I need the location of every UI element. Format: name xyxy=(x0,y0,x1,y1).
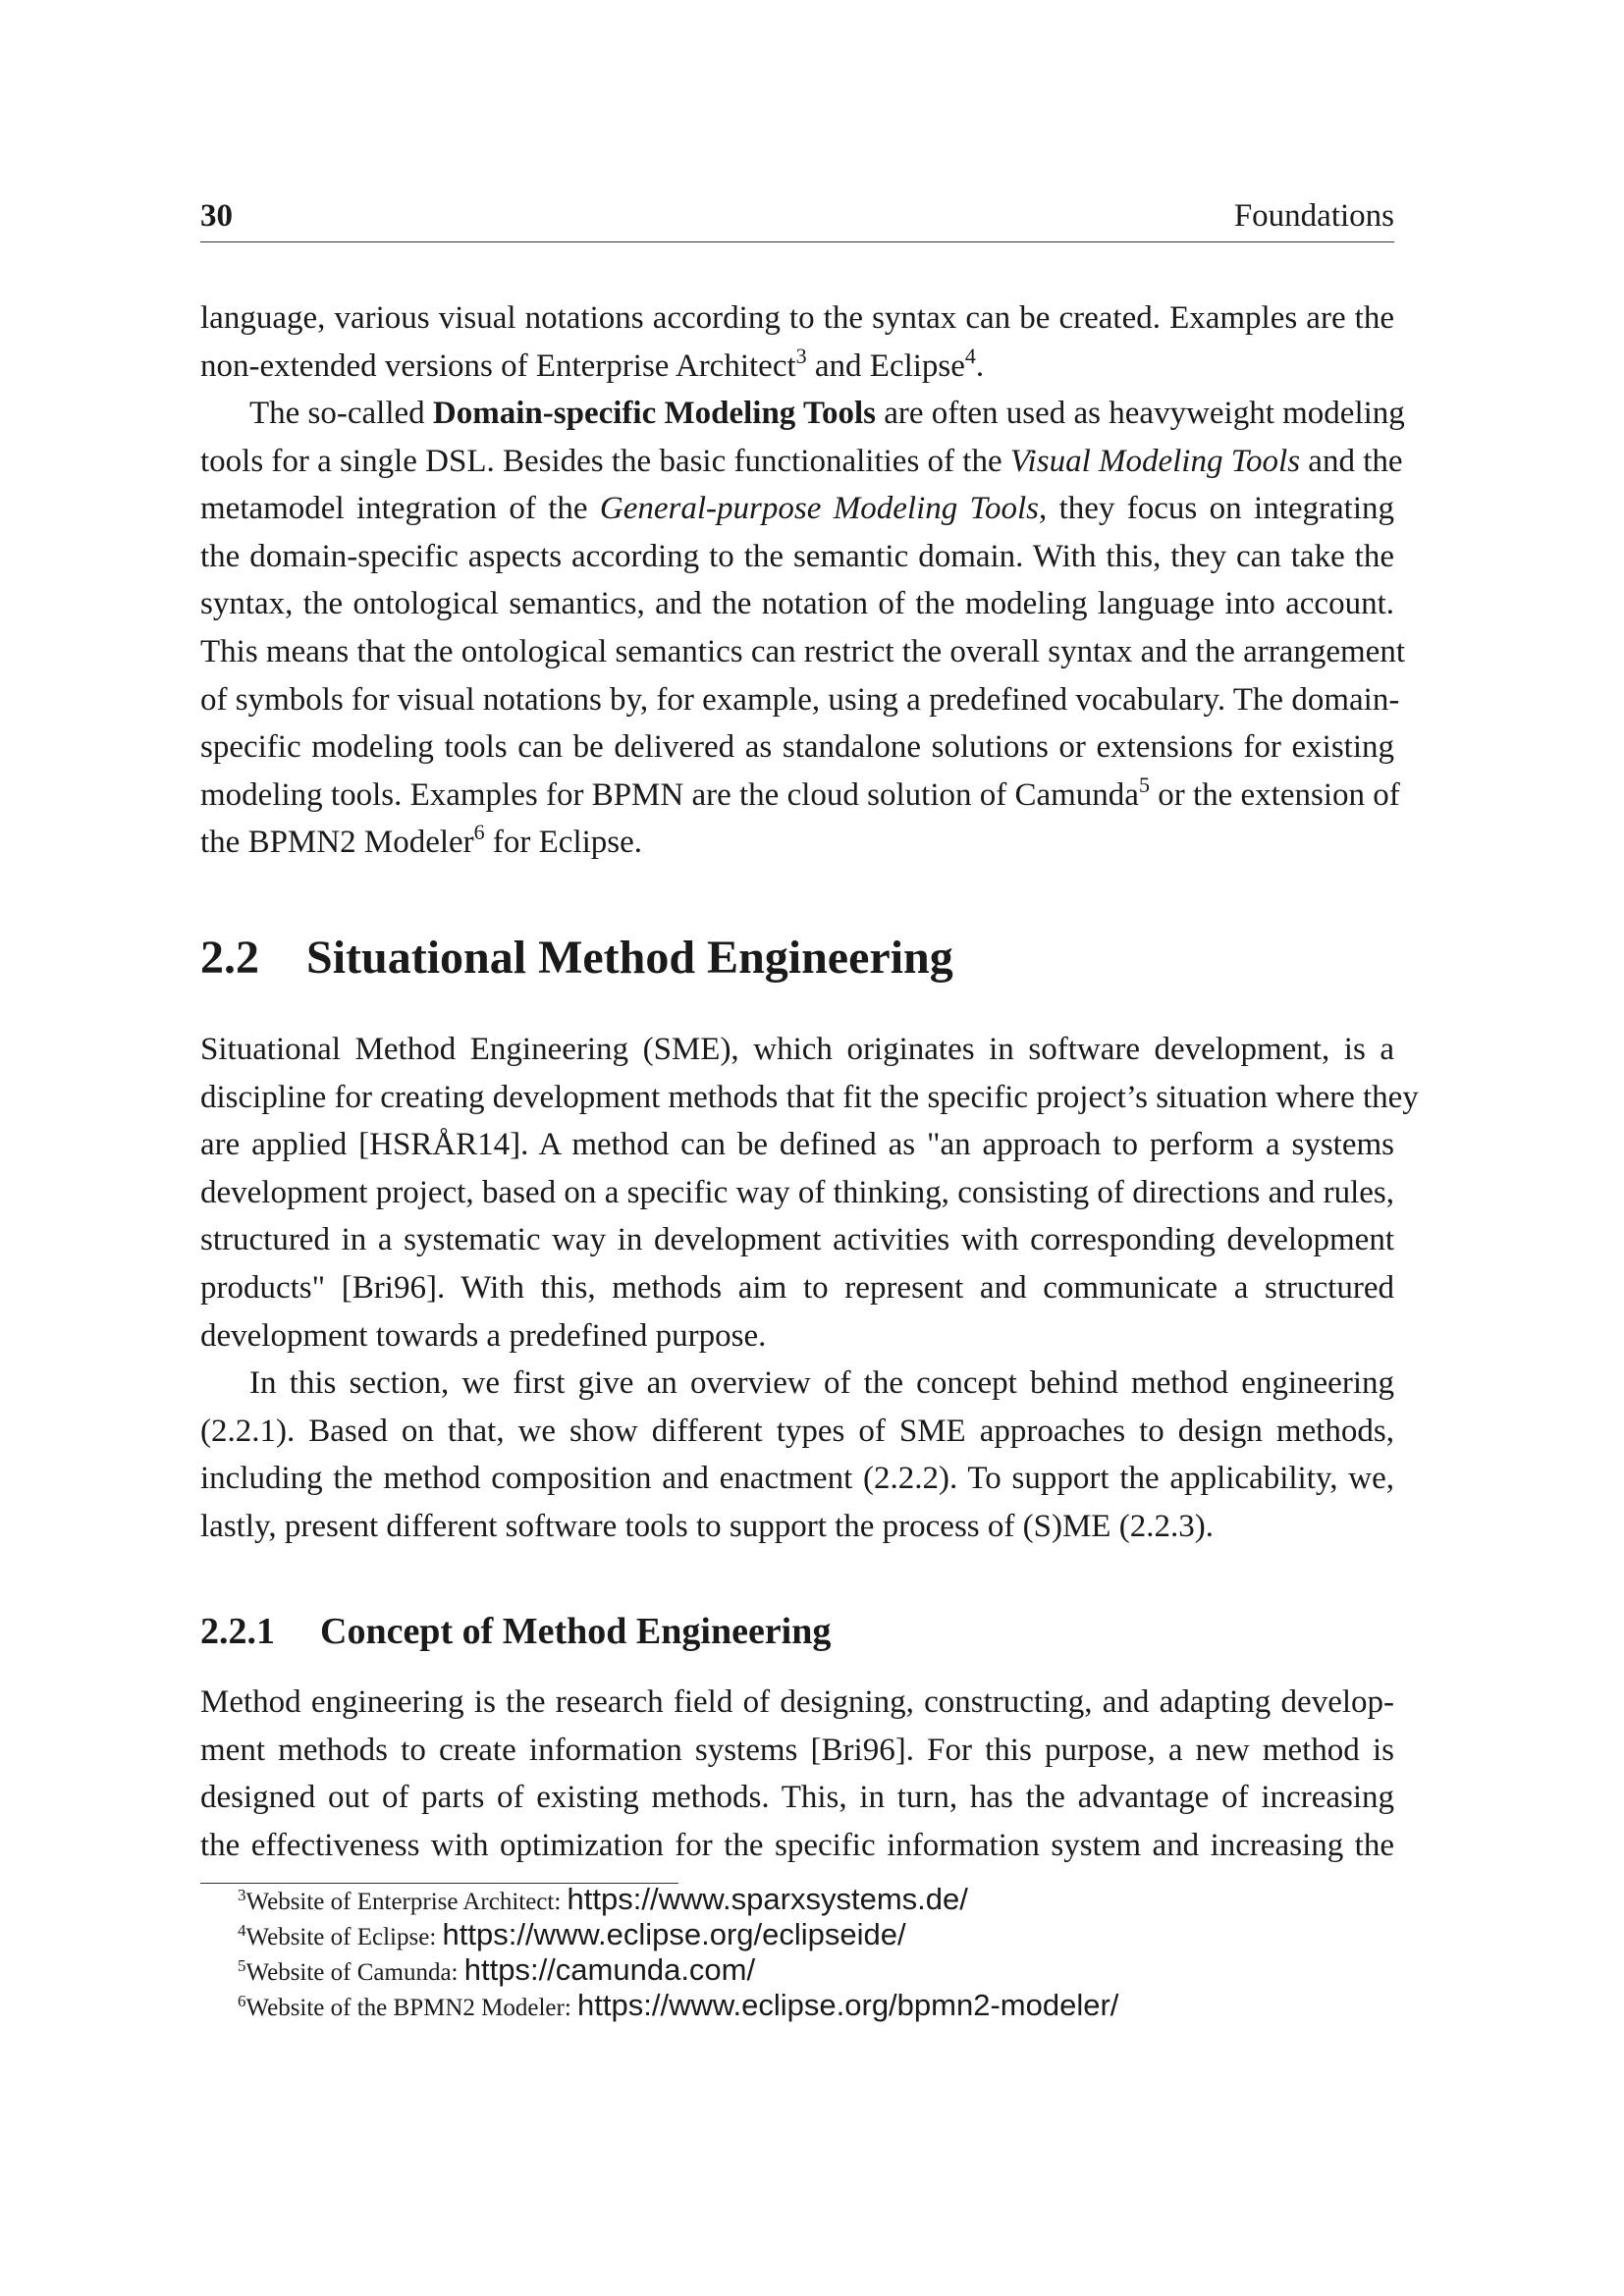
text-span: and Eclipse xyxy=(806,347,965,384)
text-span: and the xyxy=(1300,443,1403,479)
footnote-url-link[interactable]: https://www.sparxsystems.de/ xyxy=(567,1882,968,1916)
footnote xyxy=(238,1953,1118,1989)
text-line: Situational Method Engineering (SME), which originates in software development, is a xyxy=(200,1032,1394,1067)
overview-paragraph xyxy=(200,1360,1394,1550)
section-title: Situational Method Engineering xyxy=(306,932,953,984)
footnote-url-link[interactable]: https://camunda.com/ xyxy=(463,1952,756,1987)
text-line: products" [Bri96]. With this, methods aim to represent and communicate a structured xyxy=(200,1269,1394,1306)
footnote-mark: 5 xyxy=(238,1956,246,1975)
intro-paragraph xyxy=(200,294,1394,390)
footnote-ref-6: 6 xyxy=(473,820,485,845)
text-line xyxy=(200,343,1394,391)
text-span: for Eclipse. xyxy=(484,825,643,861)
footnotes xyxy=(238,1883,1118,2024)
text-line xyxy=(200,819,1394,867)
text-line: language, various visual notations according to the syntax can be created. Examples are the xyxy=(200,300,1394,336)
sme-paragraph xyxy=(200,1026,1419,1360)
text-line: are applied [HSRÅR14]. A method can be defined as "an approach to perform a systems xyxy=(200,1127,1394,1163)
chapter-title: Foundations xyxy=(1233,198,1394,234)
text-line: lastly, present different software tools to support the process of (S)ME (2.2.3). xyxy=(200,1508,1214,1544)
footnote xyxy=(238,1918,1118,1953)
text-line: development towards a predefined purpose. xyxy=(200,1317,767,1354)
footnote-ref-4: 4 xyxy=(964,343,976,368)
text-line: the domain-specific aspects according to the semantic domain. With this, they can take the xyxy=(200,538,1394,574)
subsection-number: 2.2.1 xyxy=(200,1611,275,1652)
italic-term: Visual Modeling Tools xyxy=(1009,443,1301,479)
text-line xyxy=(200,390,1405,438)
footnote-url-link[interactable]: https://www.eclipse.org/eclipseide/ xyxy=(442,1917,906,1951)
footnote-text: Website of Enterprise Architect: xyxy=(245,1889,568,1915)
footnote-text: Website of Camunda: xyxy=(245,1959,464,1986)
dsm-tools-paragraph xyxy=(200,390,1405,867)
method-engineering-paragraph xyxy=(200,1679,1394,1869)
text-line: (2.2.1). Based on that, we show different types of SME approaches to design methods, xyxy=(200,1413,1394,1449)
text-line: designed out of parts of existing methods. This, in turn, has the advantage of increasing xyxy=(200,1780,1394,1816)
text-span: the BPMN2 Modeler xyxy=(200,825,474,861)
text-span: or the extension of xyxy=(1149,776,1400,813)
subsection-title: Concept of Method Engineering xyxy=(320,1611,832,1652)
text-line: the effectiveness with optimization for the specific information system and increasing the xyxy=(200,1827,1394,1863)
subsection-heading xyxy=(200,1610,831,1653)
text-span: are often used as heavyweight modeling xyxy=(875,396,1405,431)
text-line: ment methods to create information systems [Bri96]. For this purpose, a new method is xyxy=(200,1732,1394,1768)
footnote-mark: 6 xyxy=(238,1992,246,2010)
text-span: . xyxy=(975,347,985,384)
text-line: specific modeling tools can be delivered as standalone solutions or extensions for existing xyxy=(200,729,1394,766)
text-line xyxy=(200,438,1403,486)
italic-term: General-purpose Modeling Tools xyxy=(599,491,1039,527)
text-line xyxy=(200,485,1394,533)
text-span: , they focus on integrating xyxy=(1038,491,1394,527)
text-line: structured in a systematic way in development activities with corresponding development xyxy=(200,1222,1394,1258)
text-line: including the method composition and enactment (2.2.2). To support the applicability, we, xyxy=(200,1461,1394,1497)
footnote-url-link[interactable]: https://www.eclipse.org/bpmn2-modeler/ xyxy=(577,1988,1119,2022)
text-span: modeling tools. Examples for BPMN are the cloud solution of Camunda xyxy=(200,776,1139,813)
footnote-ref-5: 5 xyxy=(1138,772,1150,797)
text-line: This means that the ontological semantics can restrict the overall syntax and the arrangement xyxy=(200,633,1405,669)
text-line xyxy=(200,772,1400,820)
text-line: discipline for creating development methods that fit the specific project’s situation where they xyxy=(200,1079,1419,1115)
text-span: non-extended versions of Enterprise Architect xyxy=(200,347,796,384)
text-line: Method engineering is the research field of designing, constructing, and adapting develop- xyxy=(200,1684,1394,1720)
section-heading xyxy=(200,931,953,985)
text-line: In this section, we first give an overview of the concept behind method engineering xyxy=(249,1365,1394,1401)
footnote-mark: 3 xyxy=(238,1886,246,1904)
text-span: The so-called xyxy=(249,396,433,431)
text-span: metamodel integration of the xyxy=(200,491,600,527)
bold-term: Domain-specific Modeling Tools xyxy=(432,396,876,431)
footnote xyxy=(238,1989,1118,2024)
page-number: 30 xyxy=(200,198,233,234)
running-header xyxy=(200,196,1394,242)
footnote-ref-3: 3 xyxy=(795,343,807,368)
footnote xyxy=(238,1883,1118,1918)
footnote-text: Website of the BPMN2 Modeler: xyxy=(245,1995,578,2021)
section-number: 2.2 xyxy=(200,932,259,984)
text-line: syntax, the ontological semantics, and the notation of the modeling language into account. xyxy=(200,586,1394,622)
footnote-text: Website of Eclipse: xyxy=(245,1924,443,1950)
footnote-mark: 4 xyxy=(238,1921,246,1940)
text-line: development project, based on a specific way of thinking, consisting of directions and rules, xyxy=(200,1174,1394,1210)
text-span: tools for a single DSL. Besides the basic functionalities of the xyxy=(200,443,1010,479)
text-line: of symbols for visual notations by, for example, using a predefined vocabulary. The domain- xyxy=(200,681,1400,718)
